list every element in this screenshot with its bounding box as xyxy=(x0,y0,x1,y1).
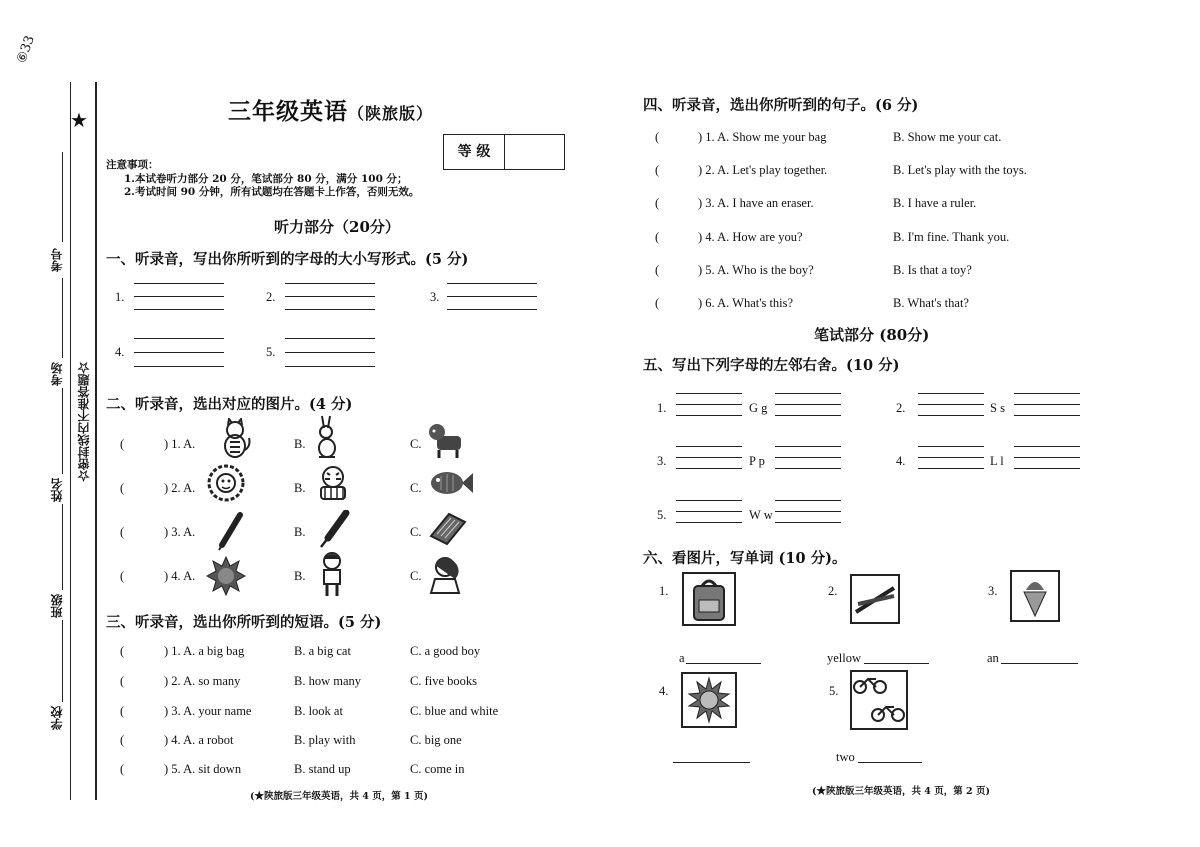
boy-icon xyxy=(318,551,346,599)
s3-b3: B. look at xyxy=(294,704,343,718)
fish-icon xyxy=(427,468,475,498)
title-text: 三年级英语 xyxy=(228,98,348,125)
s2-c4: C. xyxy=(410,569,422,583)
s6-num-2: 2. xyxy=(828,584,838,598)
s5-line[interactable] xyxy=(1014,393,1080,394)
s5-line[interactable] xyxy=(676,446,742,447)
s3-c2: C. five books xyxy=(410,674,478,688)
ice-cream-icon xyxy=(1010,570,1060,622)
pen-icon xyxy=(316,510,350,550)
s1-line[interactable] xyxy=(134,338,224,339)
tiger-icon xyxy=(313,463,353,503)
s4-a3: ) 3. A. I have an eraser. xyxy=(698,196,814,210)
s2-b3: B. xyxy=(294,525,306,539)
s5-line[interactable] xyxy=(918,404,984,405)
field-name-blank[interactable] xyxy=(62,388,63,474)
paren[interactable]: ( xyxy=(655,296,660,310)
paren[interactable]: ( xyxy=(120,525,125,539)
title-edition: （陕旅版） xyxy=(348,104,434,123)
s5-num-3: 3. xyxy=(657,454,667,468)
s6-num-1: 1. xyxy=(659,584,669,598)
s1-num-3: 3. xyxy=(430,290,440,304)
s3-c5: C. come in xyxy=(410,762,465,776)
lion-icon xyxy=(206,463,246,503)
s6-prefix-1: a xyxy=(679,651,685,665)
notes-title: 注意事项： xyxy=(106,159,159,171)
s5-line[interactable] xyxy=(775,511,841,512)
field-exam-room-blank[interactable] xyxy=(62,278,63,358)
s6-num-5: 5. xyxy=(829,684,839,698)
s4-b4: B. I'm fine. Thank you. xyxy=(893,230,1010,244)
s1-line[interactable] xyxy=(134,283,224,284)
paren[interactable]: ( xyxy=(655,196,660,210)
s4-b5: B. Is that a toy? xyxy=(893,263,972,277)
s5-line[interactable] xyxy=(918,457,984,458)
seal-text: ☆密封线内不准答题☆ xyxy=(77,362,91,482)
footer-left: (★陕旅版三年级英语，共 4 页，第 1 页) xyxy=(250,791,428,802)
s5-line[interactable] xyxy=(676,500,742,501)
s5-letter-2: S s xyxy=(990,401,1005,415)
s1-line[interactable] xyxy=(447,296,537,297)
paren[interactable]: ( xyxy=(120,762,125,776)
listening-title: 听力部分（20分） xyxy=(274,218,400,236)
s3-b5: B. stand up xyxy=(294,762,351,776)
s4-a1: ) 1. A. Show me your bag xyxy=(698,130,827,144)
field-exam-number-blank[interactable] xyxy=(62,152,63,242)
s5-line[interactable] xyxy=(775,393,841,394)
s5-letter-5: W w xyxy=(749,508,773,522)
note-2: 2.考试时间 90 分钟，所有试题均在答题卡上作答，否则无效。 xyxy=(124,186,420,198)
page-title xyxy=(228,93,433,126)
section2-title: 二、听录音，选出对应的图片。(4 分) xyxy=(106,396,353,413)
s2-c2: C. xyxy=(410,481,422,495)
paren[interactable]: ( xyxy=(120,733,125,747)
s5-line[interactable] xyxy=(1014,415,1080,416)
s5-line[interactable] xyxy=(775,446,841,447)
section6-title: 六、看图片，写单词 (10 分)。 xyxy=(643,550,847,567)
s6-answer-line[interactable] xyxy=(858,762,922,763)
book-icon xyxy=(427,510,467,546)
s1-line[interactable] xyxy=(134,352,224,353)
s1-line[interactable] xyxy=(285,352,375,353)
s1-line[interactable] xyxy=(447,283,537,284)
s5-line[interactable] xyxy=(1014,446,1080,447)
s3-q1: ) 1. A. a big bag xyxy=(164,644,245,658)
corner-mark: ⑥33 xyxy=(14,33,38,66)
s1-line[interactable] xyxy=(447,309,537,310)
s2-b2: B. xyxy=(294,481,306,495)
s2-c1: C. xyxy=(410,437,422,451)
s3-c1: C. a good boy xyxy=(410,644,481,658)
s5-line[interactable] xyxy=(676,468,742,469)
s3-q2: ) 2. A. so many xyxy=(164,674,241,688)
s6-num-4: 4. xyxy=(659,684,669,698)
paren[interactable]: ( xyxy=(655,230,660,244)
s1-line[interactable] xyxy=(134,366,224,367)
s6-answer-line[interactable] xyxy=(864,663,929,664)
s4-a6: ) 6. A. What's this? xyxy=(698,296,794,310)
s5-line[interactable] xyxy=(775,404,841,405)
s5-line[interactable] xyxy=(775,415,841,416)
s3-b2: B. how many xyxy=(294,674,362,688)
binding-line-outer xyxy=(70,82,71,800)
s2-c3: C. xyxy=(410,525,422,539)
s5-line[interactable] xyxy=(775,457,841,458)
s6-prefix-2: yellow xyxy=(827,651,862,665)
s4-b2: B. Let's play with the toys. xyxy=(893,163,1027,177)
writing-title: 笔试部分 (80分) xyxy=(814,326,930,344)
field-school-label: 学校 xyxy=(50,706,64,730)
section5-title: 五、写出下列字母的左邻右舍。(10 分) xyxy=(643,357,900,374)
sun-icon xyxy=(206,556,246,596)
s6-answer-line[interactable] xyxy=(686,663,761,664)
s1-line[interactable] xyxy=(134,296,224,297)
s1-line[interactable] xyxy=(285,309,375,310)
s2-b1: B. xyxy=(294,437,306,451)
s5-line[interactable] xyxy=(918,468,984,469)
grade-box xyxy=(443,134,565,170)
s3-q3: ) 3. A. your name xyxy=(164,704,252,718)
field-name-label: 姓名 xyxy=(50,478,64,502)
s2-q2: ) 2. A. xyxy=(164,481,196,495)
s4-a2: ) 2. A. Let's play together. xyxy=(698,163,828,177)
s4-b1: B. Show me your cat. xyxy=(893,130,1002,144)
s5-num-2: 2. xyxy=(896,401,906,415)
s5-line[interactable] xyxy=(918,415,984,416)
pencil-icon xyxy=(214,512,246,552)
s5-line[interactable] xyxy=(676,404,742,405)
s5-line[interactable] xyxy=(918,393,984,394)
s2-q3: ) 3. A. xyxy=(164,525,196,539)
s5-line[interactable] xyxy=(676,415,742,416)
s2-q1: ) 1. A. xyxy=(164,437,196,451)
paren[interactable]: ( xyxy=(120,704,125,718)
school-bag-icon xyxy=(682,572,736,626)
s5-line[interactable] xyxy=(676,522,742,523)
s5-letter-4: L l xyxy=(990,454,1004,468)
section1-title: 一、听录音，写出你所听到的字母的大小写形式。(5 分) xyxy=(106,251,469,268)
footer-right: (★陕旅版三年级英语，共 4 页，第 2 页) xyxy=(812,786,990,797)
field-class-blank[interactable] xyxy=(62,504,63,590)
s5-line[interactable] xyxy=(676,393,742,394)
field-exam-number-label: 考号 xyxy=(50,248,64,272)
s5-letter-3: P p xyxy=(749,454,765,468)
section4-title: 四、听录音，选出你所听到的句子。(6 分) xyxy=(643,97,919,114)
paren[interactable]: ( xyxy=(120,437,125,451)
s2-q4: ) 4. A. xyxy=(164,569,196,583)
paren[interactable]: ( xyxy=(655,130,660,144)
binding-star: ★ xyxy=(70,108,88,132)
s3-b4: B. play with xyxy=(294,733,356,747)
s5-num-4: 4. xyxy=(896,454,906,468)
s6-prefix-5: two xyxy=(836,750,855,764)
s5-line[interactable] xyxy=(1014,404,1080,405)
field-school-blank[interactable] xyxy=(62,620,63,702)
note-1: 1.本试卷听力部分 20 分，笔试部分 80 分，满分 100 分； xyxy=(124,173,408,185)
paren[interactable]: ( xyxy=(120,674,125,688)
s6-answer-line[interactable] xyxy=(1001,663,1078,664)
s2-b4: B. xyxy=(294,569,306,583)
s5-line[interactable] xyxy=(918,446,984,447)
cat-icon xyxy=(218,418,252,460)
grade-label: 等 级 xyxy=(444,135,505,169)
bikes-icon xyxy=(850,670,908,730)
s5-num-5: 5. xyxy=(657,508,667,522)
s1-line[interactable] xyxy=(285,338,375,339)
s1-line[interactable] xyxy=(285,283,375,284)
paren[interactable]: ( xyxy=(120,481,125,495)
paren[interactable]: ( xyxy=(655,163,660,177)
s5-letter-1: G g xyxy=(749,401,768,415)
rabbit-icon xyxy=(312,414,342,460)
girl-icon xyxy=(427,553,465,595)
grade-input[interactable] xyxy=(505,135,564,169)
s5-num-1: 1. xyxy=(657,401,667,415)
s1-num-4: 4. xyxy=(115,345,125,359)
s6-answer-line[interactable] xyxy=(673,762,750,763)
s5-line[interactable] xyxy=(775,500,841,501)
field-exam-room-label: 考场 xyxy=(50,362,64,386)
field-class-label: 班级 xyxy=(50,594,64,618)
s3-b1: B. a big cat xyxy=(294,644,351,658)
s1-num-2: 2. xyxy=(266,290,276,304)
s3-q5: ) 5. A. sit down xyxy=(164,762,242,776)
s3-q4: ) 4. A. a robot xyxy=(164,733,234,747)
s5-line[interactable] xyxy=(676,511,742,512)
s1-line[interactable] xyxy=(134,309,224,310)
s5-line[interactable] xyxy=(775,468,841,469)
s1-num-5: 5. xyxy=(266,345,276,359)
s6-num-3: 3. xyxy=(988,584,998,598)
paren[interactable]: ( xyxy=(120,569,125,583)
s4-b3: B. I have a ruler. xyxy=(893,196,977,210)
pencils-icon xyxy=(850,574,900,624)
s1-line[interactable] xyxy=(285,366,375,367)
s6-prefix-3: an xyxy=(987,651,999,665)
dog-icon xyxy=(427,420,467,460)
paren[interactable]: ( xyxy=(120,644,125,658)
s4-a5: ) 5. A. Who is the boy? xyxy=(698,263,814,277)
s1-num-1: 1. xyxy=(115,290,125,304)
s1-line[interactable] xyxy=(285,296,375,297)
s4-b6: B. What's that? xyxy=(893,296,969,310)
s3-c4: C. big one xyxy=(410,733,462,747)
s5-line[interactable] xyxy=(676,457,742,458)
section3-title: 三、听录音，选出你所听到的短语。(5 分) xyxy=(106,614,382,631)
s4-a4: ) 4. A. How are you? xyxy=(698,230,803,244)
paren[interactable]: ( xyxy=(655,263,660,277)
sun-icon xyxy=(681,672,737,728)
binding-line-inner xyxy=(95,82,97,800)
s3-c3: C. blue and white xyxy=(410,704,499,718)
s5-line[interactable] xyxy=(1014,457,1080,458)
s5-line[interactable] xyxy=(1014,468,1080,469)
s5-line[interactable] xyxy=(775,522,841,523)
